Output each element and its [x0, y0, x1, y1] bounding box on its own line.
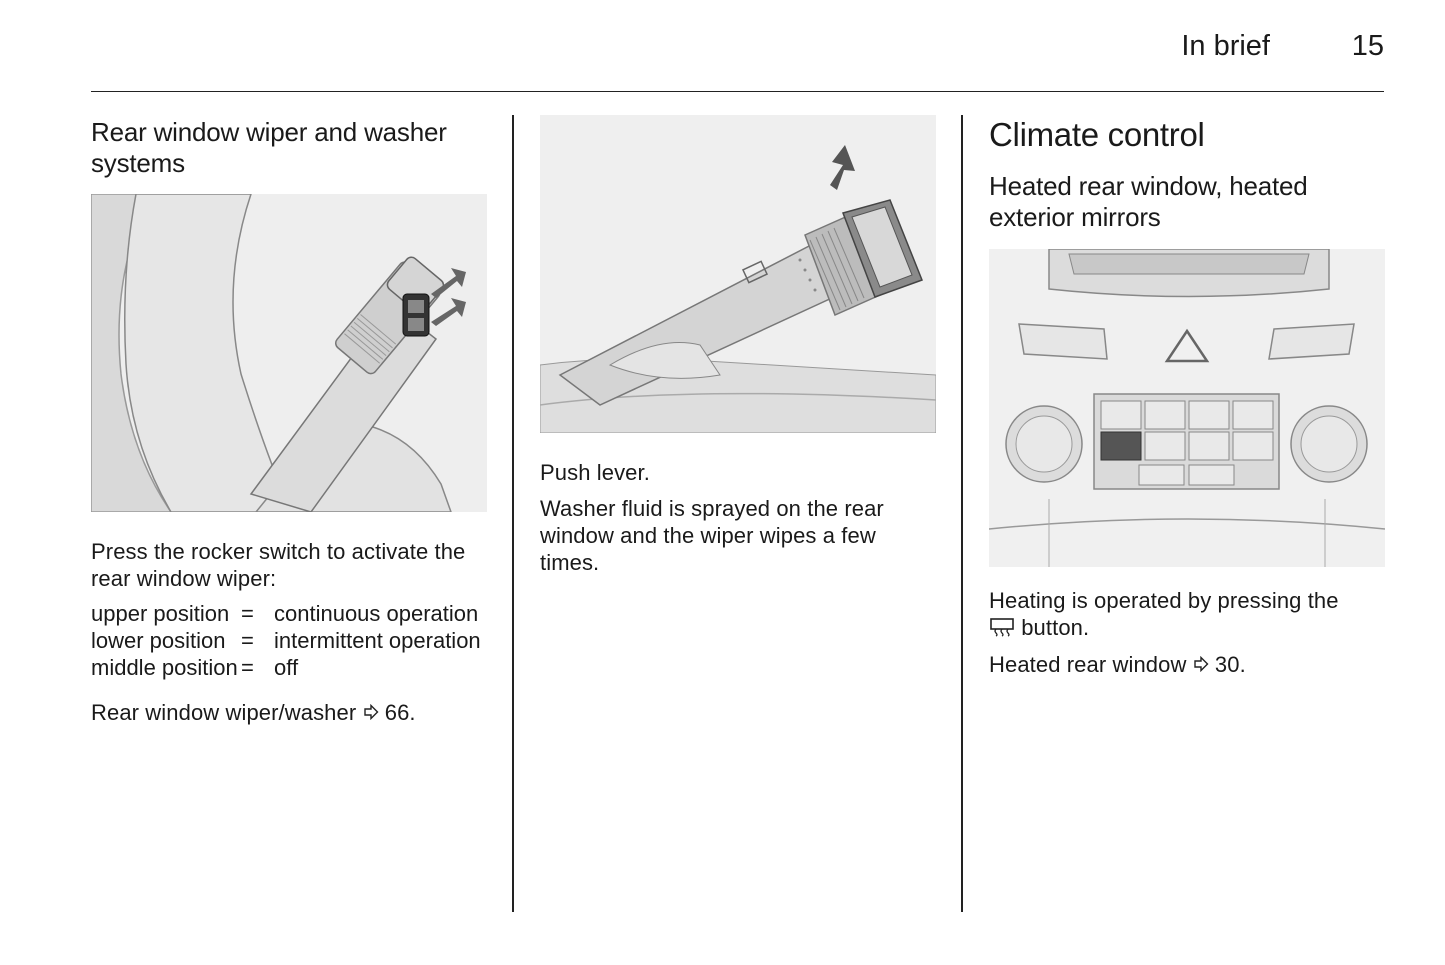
position-term: upper position [91, 601, 230, 626]
rear-wiper-intro: Press the rocker switch to activate the rear window wiper: [91, 539, 466, 591]
heating-text-after: button. [1021, 615, 1090, 640]
column-washer [540, 115, 936, 576]
arrow-right-outline-icon [1193, 653, 1209, 680]
climate-panel-illustration [989, 249, 1385, 567]
page-header [91, 28, 1384, 92]
equals-sign: = [241, 628, 254, 653]
page-number: 15 [1351, 30, 1384, 62]
heating-text [989, 587, 1385, 643]
rear-wiper-heading: Rear window wiper and washer systems [91, 117, 447, 178]
steering-wheel-illustration [91, 194, 487, 512]
xref-page: 30. [1214, 652, 1246, 677]
position-desc: off [274, 655, 299, 680]
equals-sign: = [241, 601, 254, 626]
arrow-right-outline-icon [363, 701, 379, 728]
column-divider [512, 115, 514, 912]
xref-label: Heated rear window [989, 652, 1187, 677]
column-rear-wiper [91, 115, 487, 728]
table-row [91, 600, 481, 627]
rear-wiper-xref[interactable] [91, 699, 487, 728]
equals-sign: = [241, 655, 254, 680]
rear-window-heat-icon [989, 616, 1015, 643]
push-lever-text: Push lever. [540, 460, 650, 485]
xref-page: 66. [384, 700, 416, 725]
table-row [91, 654, 481, 681]
position-term: middle position [91, 655, 238, 680]
position-term: lower position [91, 628, 226, 653]
climate-heading: Climate control [989, 116, 1205, 153]
column-climate [989, 115, 1385, 680]
position-desc: intermittent operation [274, 628, 481, 653]
heated-window-xref[interactable] [989, 651, 1385, 680]
wiper-positions-table [91, 600, 481, 681]
wiper-lever-illustration [540, 115, 936, 433]
heated-window-heading: Heated rear window, heated exterior mirrors [989, 171, 1308, 232]
table-row [91, 627, 481, 654]
column-divider [961, 115, 963, 912]
washer-fluid-text: Washer fluid is sprayed on the rear window and the wiper wipes a few times. [540, 496, 884, 575]
heating-text-before: Heating is operated by pressing the [989, 588, 1339, 613]
position-desc: continuous operation [274, 601, 479, 626]
xref-label: Rear window wiper/washer [91, 700, 357, 725]
section-title: In brief [1181, 30, 1270, 62]
